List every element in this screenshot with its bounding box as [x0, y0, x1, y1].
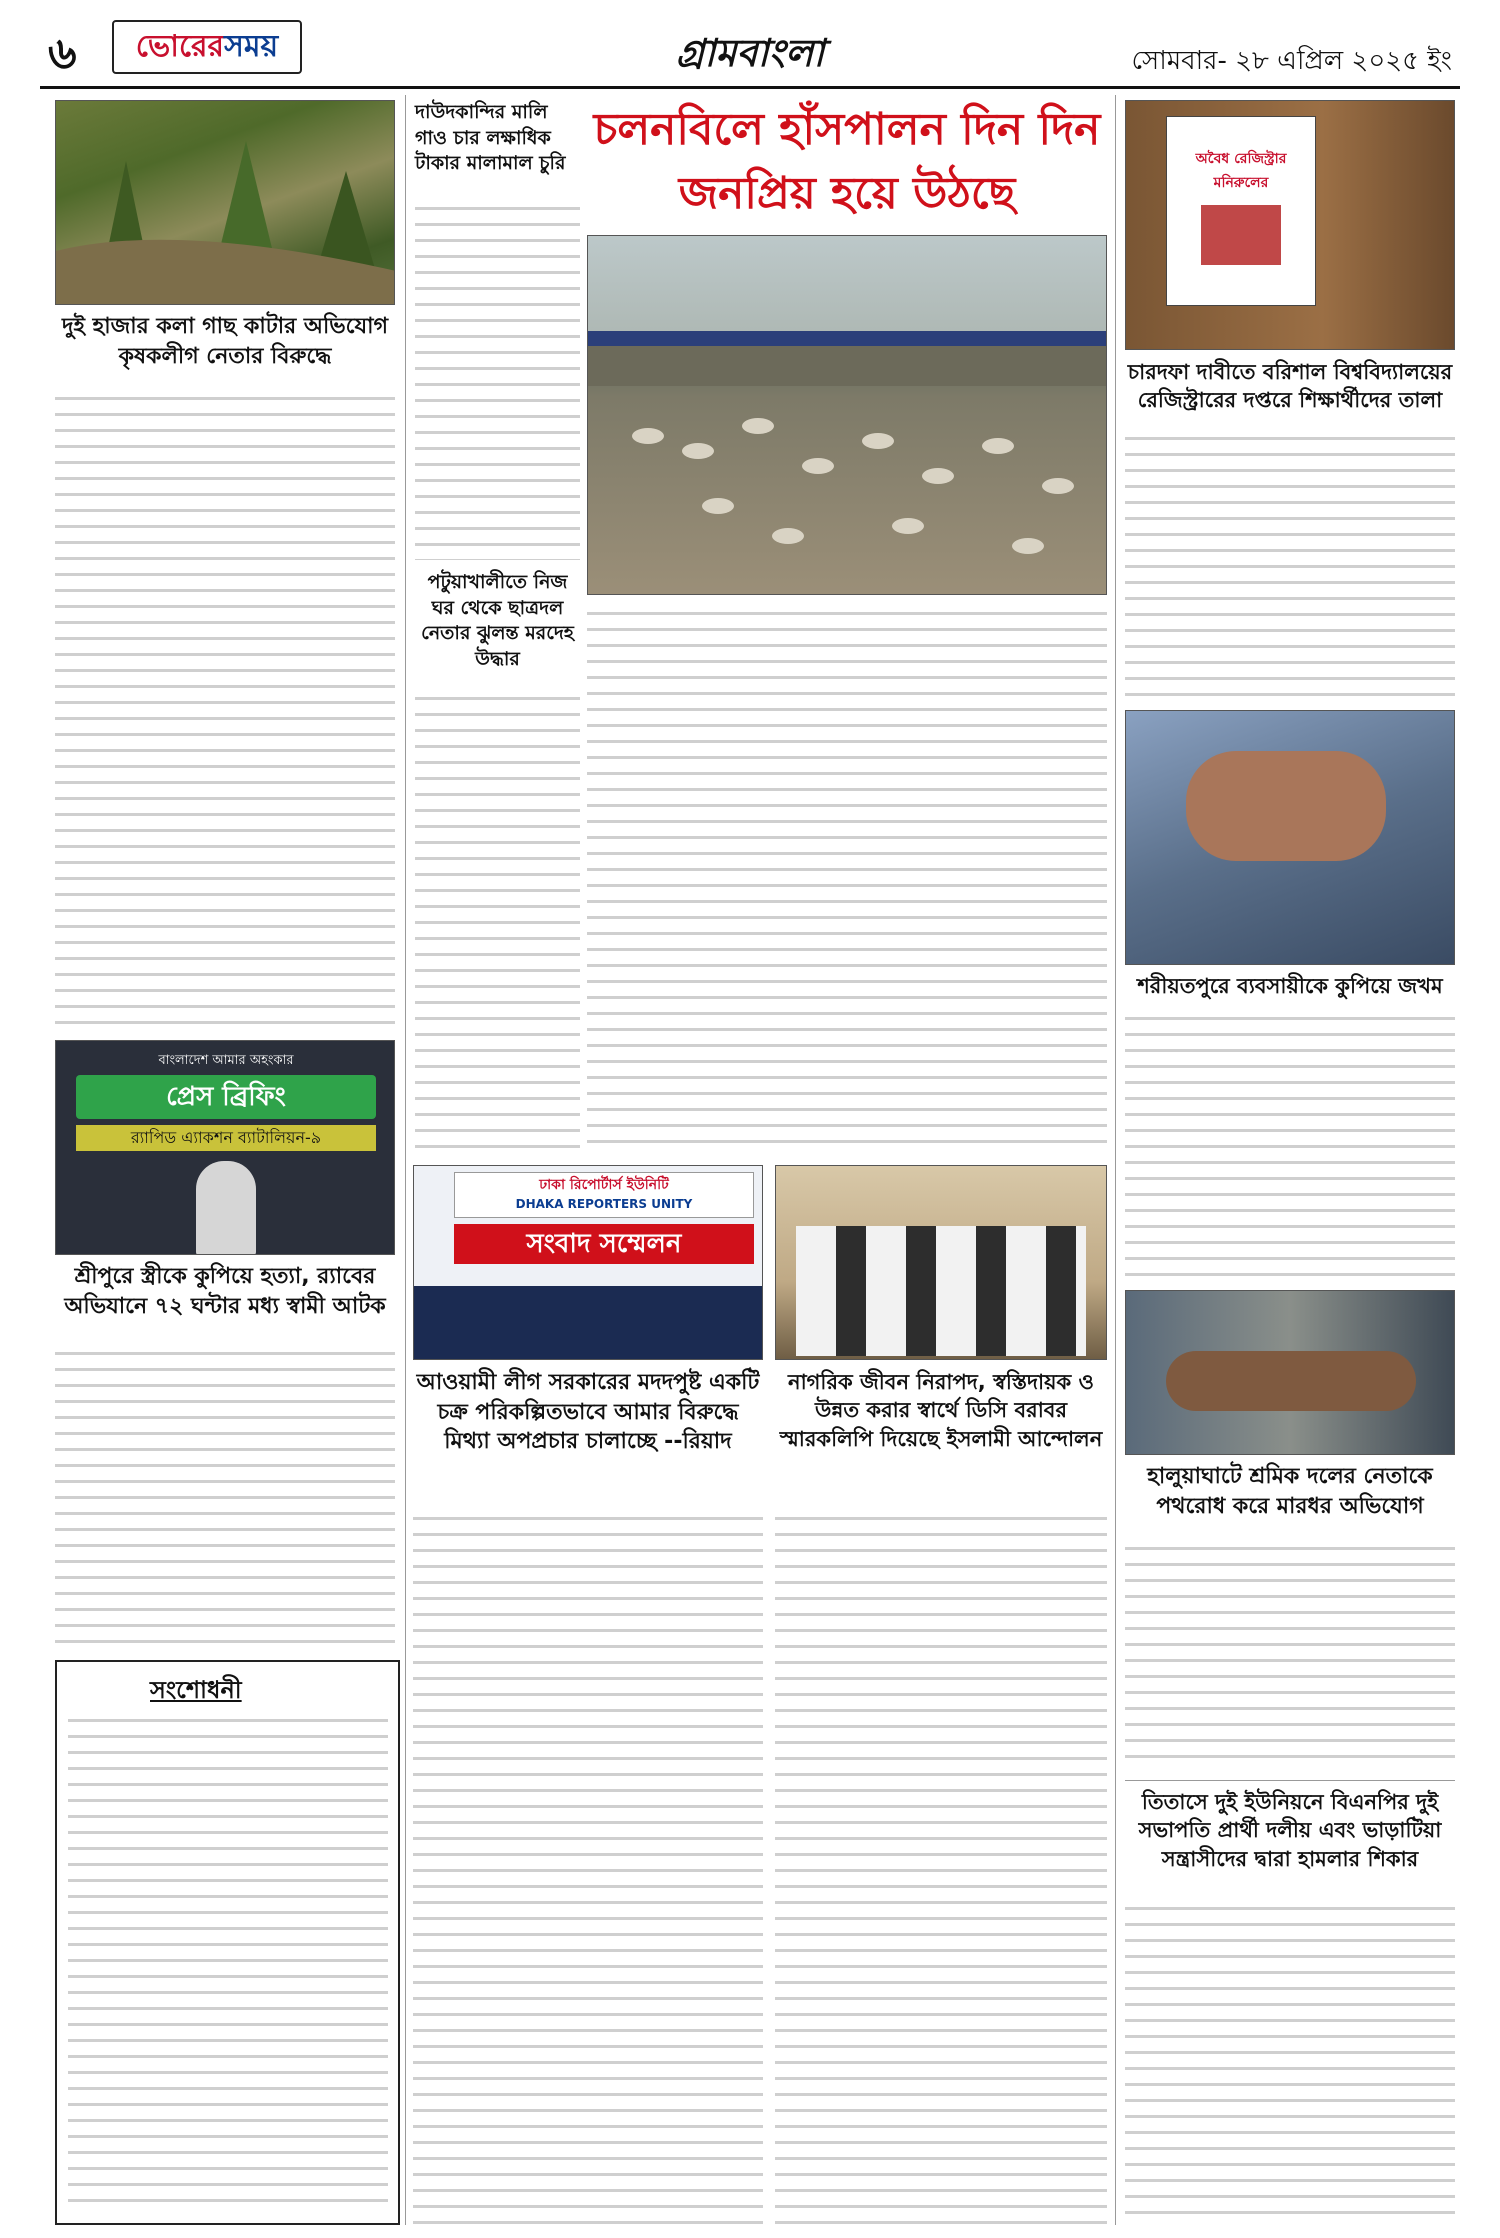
- headline-barishal: চারদফা দাবীতে বরিশাল বিশ্ববিদ্যালয়ের রেজিস্ট্রারের দপ্তরে শিক্ষার্থীদের তালা: [1127, 360, 1453, 413]
- article-awami-body: [413, 1510, 763, 2225]
- protest-sign-text: অবৈধ রেজিস্ট্রার মনিরুলের: [1195, 151, 1287, 191]
- headline-patuakhali: পটুয়াখালীতে নিজ ঘর থেকে ছাত্রদল নেতার ঝুলন্ত মরদেহ উদ্ধার: [421, 571, 574, 670]
- dru-press-photo: [413, 1165, 763, 1360]
- article-barishal-body: [1125, 430, 1455, 700]
- narayanganj-memorandum-photo: [775, 1165, 1107, 1360]
- banana-trees-photo: [55, 100, 395, 305]
- logo-part1: ভোরের: [135, 28, 225, 64]
- article-sreepur-body: [55, 1345, 395, 1645]
- patient-figure: [1186, 751, 1386, 861]
- dru-banner: [454, 1172, 754, 1218]
- rab-press-briefing-photo: বাংলাদেশ আমার অহংকার প্রেস ব্রিফিং র‌্যাপিড এ্যাকশন ব্যাটালিয়ন-৯: [55, 1040, 395, 1255]
- article-patuakhali-body: [415, 690, 580, 1160]
- correction-title: সংশোধনী: [150, 1676, 242, 1704]
- group-figures: [796, 1226, 1086, 1356]
- headline-banana: দুই হাজার কলা গাছ কাটার অভিযোগ কৃষকলীগ নেতার বিরুদ্ধে: [62, 314, 388, 369]
- titas-divider: [1125, 1780, 1455, 1781]
- protest-sign: [1166, 116, 1316, 306]
- logo-part2: সময়: [224, 28, 279, 64]
- issue-date: সোমবার- ২৮ এপ্রিল ২০২৫ ইং: [1131, 46, 1452, 76]
- banana-leaf-illustration: [56, 101, 395, 305]
- headline-haluaghat: হালুয়াঘাটে শ্রমিক দলের নেতাকে পথরোধ করে মারধর অভিযোগ: [1147, 1464, 1433, 1519]
- article-narayanganj-body: [775, 1510, 1107, 2225]
- rab-sub: র‌্যাপিড এ্যাকশন ব্যাটালিয়ন-৯: [76, 1125, 376, 1151]
- page-number: ৬: [48, 28, 77, 79]
- article-shariatpur-body: [1125, 1010, 1455, 1280]
- article-titas-body: [1125, 1900, 1455, 2225]
- headline-daudkandi: দাউদকান্দির মালি গাও চার লক্ষাধিক টাকার মালামাল চুরি: [415, 101, 566, 175]
- press-table: [414, 1286, 763, 1360]
- article-daudkandi-body: [415, 200, 580, 560]
- duck-farm-photo: [587, 235, 1107, 595]
- injured-man-photo: [1125, 710, 1455, 965]
- headline-awami: আওয়ামী লীগ সরকারের মদদপুষ্ট একটি চক্র পরিকল্পিতভাবে আমার বিরুদ্ধে মিথ্যা অপপ্রচার চালাচ্ছে --রিয়াদ: [416, 1370, 760, 1455]
- headline-duck: চলনবিলে হাঁসপালন দিন দিন জনপ্রিয় হয়ে উঠছে: [593, 104, 1101, 219]
- masthead-rule: [40, 86, 1460, 89]
- column-divider-right: [1115, 95, 1116, 2225]
- headline-shariatpur: শরীয়তপুরে ব্যবসায়ীকে কুপিয়ে জখম: [1137, 974, 1443, 998]
- article-duck-body: [587, 605, 1107, 1145]
- correction-body: [68, 1712, 388, 2212]
- lying-man-figure: [1166, 1351, 1416, 1411]
- headline-narayanganj: নাগরিক জীবন নিরাপদ, স্বস্তিদায়ক ও উন্নত করার স্বার্থে ডিসি বরাবর স্মারকলিপি দিয়েছে ইসলামী আন্দোলন: [779, 1370, 1103, 1451]
- ducks-illustration: [588, 236, 1107, 595]
- headline-sreepur: শ্রীপুরে স্ত্রীকে কুপিয়ে হত্যা, র‌্যাবের অভিযানে ৭২ ঘন্টার মধ্য স্বামী আটক: [64, 1264, 386, 1319]
- person-figure: [196, 1161, 256, 1255]
- rab-banner: প্রেস ব্রিফিং: [76, 1075, 376, 1119]
- barishal-door-photo: [1125, 100, 1455, 350]
- section-title: গ্রামবাংলা: [675, 30, 825, 75]
- headline-titas: তিতাসে দুই ইউনিয়নে বিএনপির দুই সভাপতি প্রার্থী দলীয় এবং ভাড়াটিয়া সন্ত্রাসীদের দ্বারা হামলার শিকার: [1138, 1790, 1442, 1871]
- haluaghat-patient-photo: [1125, 1290, 1455, 1455]
- newspaper-logo: [112, 20, 302, 74]
- article-haluaghat-body: [1125, 1540, 1455, 1770]
- dru-en: DHAKA REPORTERS UNITY: [515, 1197, 693, 1211]
- column-divider: [405, 95, 406, 2225]
- dru-name: ঢাকা রিপোর্টার্স ইউনিটি: [539, 1177, 669, 1193]
- dru-event-banner: সংবাদ সম্মেলন: [454, 1224, 754, 1264]
- article-banana-body: [55, 390, 395, 1035]
